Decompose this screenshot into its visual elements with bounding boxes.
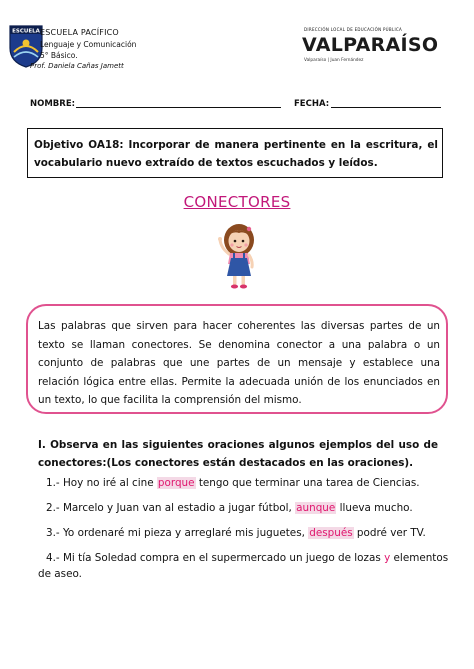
valpo-top-text: DIRECCIÓN LOCAL DE EDUCACIÓN PÚBLICA (304, 27, 403, 32)
page-title: CONECTORES (183, 193, 291, 211)
sentence-text: 1.- Hoy no iré al cine (46, 477, 157, 489)
example-sentence-3 (46, 526, 426, 540)
example-sentence-4 (46, 551, 448, 565)
sentence-text: podré ver TV. (353, 527, 426, 539)
school-name: ESCUELA PACÍFICO (40, 28, 119, 37)
school-level: 5° Básico. (40, 51, 78, 60)
girl-illustration (211, 220, 266, 290)
connector-highlight: porque (157, 477, 195, 489)
sentence-text: elementos (390, 552, 449, 564)
connector-highlight: aunque (296, 502, 336, 514)
svg-text:ESCUELA: ESCUELA (12, 28, 40, 35)
valpo-brand-logo: VALPARAÍSO (302, 34, 439, 56)
fecha-field[interactable] (331, 107, 441, 108)
sentence-text: 2.- Marcelo y Juan van al estadio a jugar fútbol, (46, 502, 296, 514)
exercise-title: I. Observa en las siguientes oraciones algunos ejemplos del uso de conectores:(Los conectores están destacados en las oraciones). (38, 439, 438, 469)
connector-highlight: y (384, 552, 391, 564)
example-sentence-2 (46, 501, 413, 515)
connector-highlight: después (309, 527, 353, 539)
sentence-text: tengo que terminar una tarea de Ciencias. (195, 477, 420, 489)
definition-text: Las palabras que sirven para hacer coherentes las diversas partes de un texto se llaman conectores. Se denomina conector a una palabra o un conjunto de palabras que une partes de un mensaje y establece una relación lógica entre ellas. Permite la adecuada unión de los enunciados en un texto, lo que facilita la comprensión del mismo. (38, 320, 440, 406)
fecha-label: FECHA: (294, 99, 330, 109)
sentence-text: 3.- Yo ordenaré mi pieza y arreglaré mis juguetes, (46, 527, 309, 539)
school-subject: Lenguaje y Comunicación (40, 40, 137, 49)
nombre-label: NOMBRE: (30, 99, 76, 109)
objective-text: Objetivo OA18: Incorporar de manera pertinente en la escritura, el vocabulario nuevo extraído de textos escuchados y leídos. (34, 139, 438, 169)
teacher-name: Prof. Daniela Cañas Jamett (30, 62, 124, 70)
sentence-text: llueva mucho. (336, 502, 413, 514)
sentence-text: 4.- Mi tía Soledad compra en el supermercado un juego de lozas (46, 552, 385, 564)
example-sentence-4-continuation: de aseo. (38, 568, 82, 580)
valpo-subtitle: Valparaíso | Juan Fernández (304, 58, 364, 63)
nombre-field[interactable] (76, 107, 281, 108)
example-sentence-1 (46, 476, 420, 490)
